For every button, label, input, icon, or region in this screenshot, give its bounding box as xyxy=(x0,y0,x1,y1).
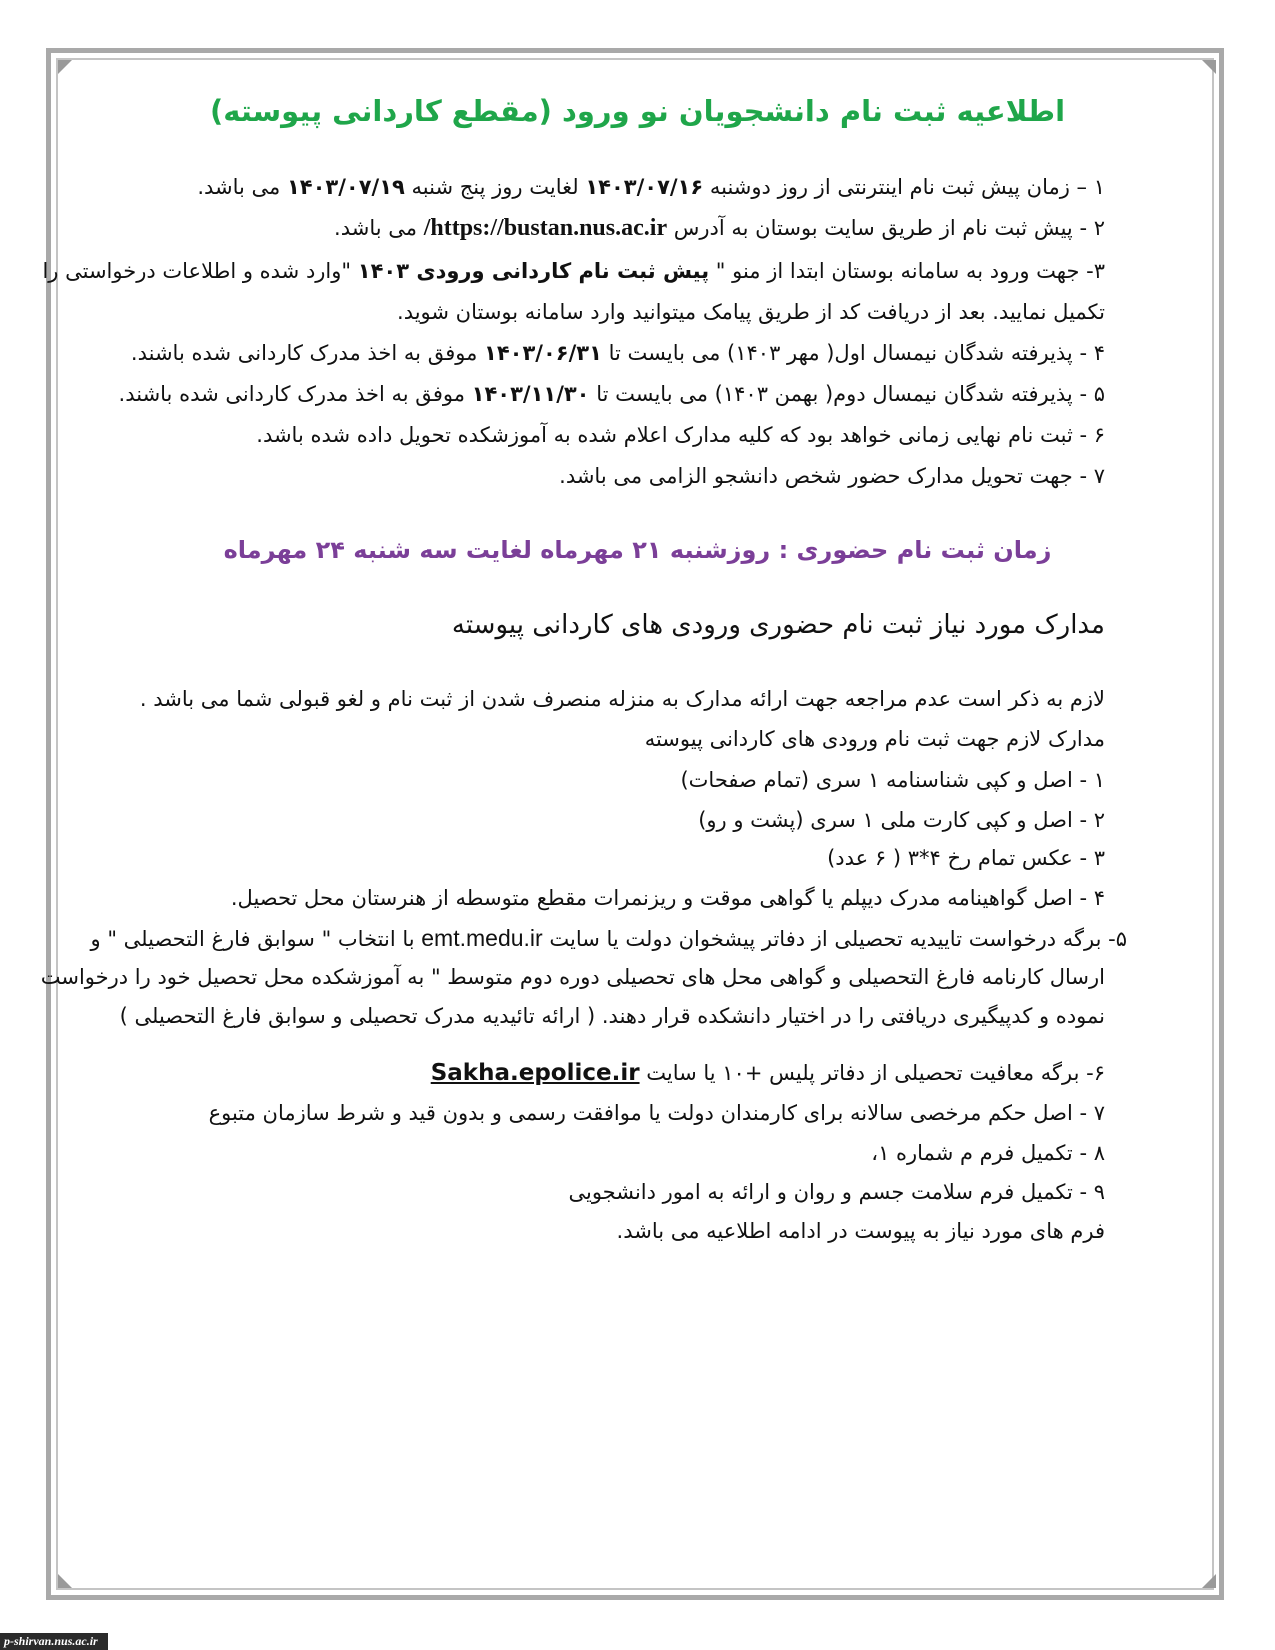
pre-reg-item-4: ۴ - پذیرفته شدگان نیمسال اول( مهر ۱۴۰۳) می بایست تا ۱۴۰۳/۰۶/۳۱ موفق به اخذ مدرک کاردانی شده باشند. xyxy=(130,341,1105,365)
document-body xyxy=(40,0,1205,1600)
pre-reg-item-6: ۶ - ثبت نام نهایی زمانی خواهد بود که کلیه مدارک اعلام شده به آموزشکده تحویل داده شده باشد. xyxy=(256,423,1105,447)
documents-heading: مدارک مورد نیاز ثبت نام حضوری ورودی های کاردانی پیوسته xyxy=(451,610,1105,640)
bustan-url-link[interactable]: https://bustan.nus.ac.ir/ xyxy=(423,215,668,241)
document-item-4: ۴ - اصل گواهینامه مدرک دیپلم یا گواهی موقت و ریزنمرات مقطع متوسطه از هنرستان محل تحصیل. xyxy=(230,886,1105,910)
in-person-registration-time: زمان ثبت نام حضوری : روزشنبه ۲۱ مهرماه لغایت سه شنبه ۲۴ مهرماه xyxy=(223,536,1052,564)
announcement-title: اطلاعیه ثبت نام دانشجویان نو ورود (مقطع کاردانی پیوسته) xyxy=(209,94,1066,128)
document-item-8: ۸ - تکمیل فرم م شماره ۱، xyxy=(871,1141,1105,1165)
pre-reg-item-5: ۵ - پذیرفته شدگان نیمسال دوم( بهمن ۱۴۰۳) می بایست تا ۱۴۰۳/۱۱/۳۰ موفق به اخذ مدرک کاردانی شده باشند. xyxy=(118,382,1105,406)
pre-reg-item-3-line-2: تکمیل نمایید. بعد از دریافت کد از طریق پیامک میتوانید وارد سامانه بوستان شوید. xyxy=(397,300,1105,324)
document-item-7: ۷ - اصل حکم مرخصی سالانه برای کارمندان دولت یا موافقت رسمی و بدون قید و شرط سازمان متبوع xyxy=(208,1101,1105,1125)
document-item-5-line-2: ارسال کارنامه فارغ التحصیلی و گواهی محل های تحصیلی دوره دوم متوسط " به آموزشکده محل تحصیل خود را درخواست xyxy=(40,965,1105,989)
document-item-6: ۶- برگه معافیت تحصیلی از دفاتر پلیس +۱۰ یا سایت Sakha.epolice.ir xyxy=(430,1060,1105,1086)
documents-intro: مدارک لازم جهت ثبت نام ورودی های کاردانی پیوسته xyxy=(644,727,1105,751)
pre-reg-item-1: ۱ – زمان پیش ثبت نام اینترنتی از روز دوشنبه ۱۴۰۳/۰۷/۱۶ لغایت روز پنج شنبه ۱۴۰۳/۰۷/۱۹ می باشد. xyxy=(197,175,1105,199)
document-item-9: ۹ - تکمیل فرم سلامت جسم و روان و ارائه به امور دانشجویی xyxy=(568,1180,1105,1204)
document-item-2: ۲ - اصل و کپی کارت ملی ۱ سری (پشت و رو) xyxy=(698,808,1105,832)
pre-reg-item-2: ۲ - پیش ثبت نام از طریق سایت بوستان به آدرس https://bustan.nus.ac.ir/ می باشد. xyxy=(334,215,1105,241)
closing-note: فرم های مورد نیاز به پیوست در ادامه اطلاعیه می باشد. xyxy=(616,1219,1105,1243)
document-item-5: ۵- برگه درخواست تاییدیه تحصیلی از دفاتر پیشخوان دولت یا سایت emt.medu.ir با انتخاب " سوابق فارغ التحصیلی " و xyxy=(90,925,1127,951)
pre-reg-item-7: ۷ - جهت تحویل مدارک حضور شخص دانشجو الزامی می باشد. xyxy=(559,464,1105,488)
document-item-5-line-3: نموده و کدپیگیری دریافتی را در اختیار دانشکده قرار دهند. ( ارائه تائیدیه مدرک تحصیلی و سوابق فارغ التحصیلی ) xyxy=(119,1004,1105,1028)
footer-site-logo: p-shirvan.nus.ac.ir xyxy=(0,1633,108,1650)
pre-reg-item-3: ۳- جهت ورود به سامانه بوستان ابتدا از منو " پیش ثبت نام کاردانی ورودی ۱۴۰۳ "وارد شده و اطلاعات درخواستی را xyxy=(42,259,1105,283)
sakha-epolice-link[interactable]: Sakha.epolice.ir xyxy=(430,1060,640,1086)
document-item-1: ۱ - اصل و کپی شناسنامه ۱ سری (تمام صفحات) xyxy=(680,768,1105,792)
emt-site-link[interactable]: emt.medu.ir xyxy=(421,925,543,951)
document-item-3: ۳ - عکس تمام رخ ۴*۳ ( ۶ عدد) xyxy=(827,846,1105,870)
notice-text: لازم به ذکر است عدم مراجعه جهت ارائه مدارک به منزله منصرف شدن از ثبت نام و لغو قبولی شما می باشد . xyxy=(139,687,1105,711)
